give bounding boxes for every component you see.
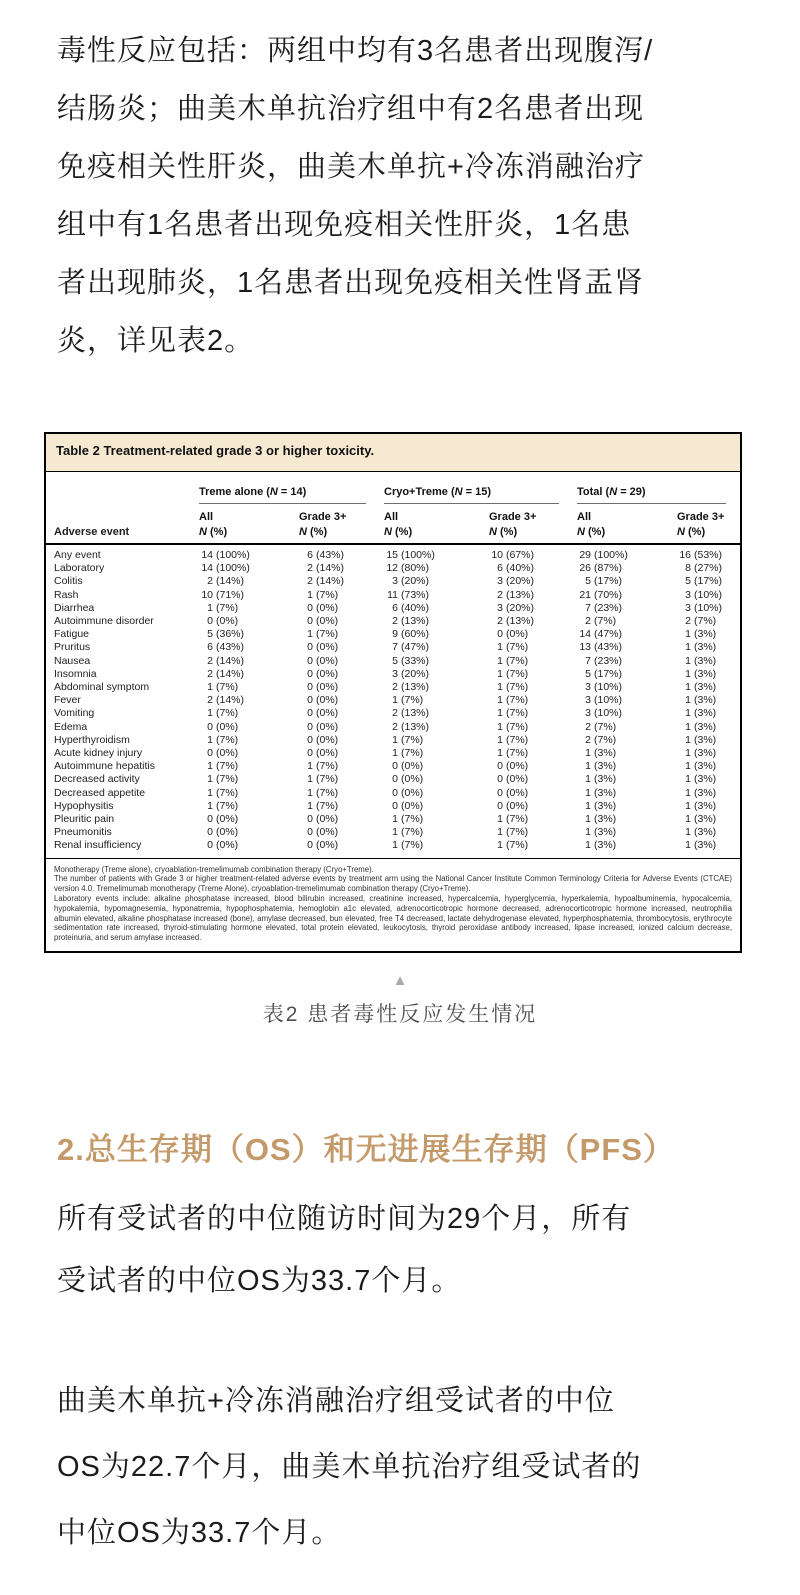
- table-body: [46, 545, 740, 859]
- table-cell: 2 (14%): [207, 667, 245, 680]
- table-cell: 6 (43%): [207, 641, 245, 654]
- table-cell: 1 (7%): [207, 681, 239, 694]
- table-cell: 16 (53%): [679, 549, 723, 561]
- table-cell: 1 (3%): [685, 839, 717, 852]
- table-row: [54, 813, 740, 826]
- table-cell: 2 (7%): [585, 733, 617, 746]
- table-cell: 1 (3%): [685, 681, 717, 694]
- table-cell: 2 (7%): [585, 615, 617, 628]
- table-cell: 1 (3%): [685, 733, 717, 746]
- table-cell: 0 (0%): [497, 773, 529, 786]
- table-footnote: Monotherapy (Treme alone), cryoablation-tremelimumab combination therapy (Cryo+Treme).: [54, 864, 374, 874]
- table-cell: 0 (0%): [207, 813, 239, 826]
- table-row: [54, 747, 740, 760]
- table-cell: 1 (7%): [307, 628, 339, 641]
- table-cell: 0 (0%): [307, 667, 339, 680]
- table-subcolumn-header: All N (%): [199, 511, 228, 538]
- table-row: [54, 668, 740, 681]
- table-cell: 0 (0%): [497, 760, 529, 773]
- table-row: [54, 628, 740, 641]
- table-row: [54, 707, 740, 720]
- table-cell: 1 (7%): [497, 813, 529, 826]
- table-subcolumn-header: All N (%): [577, 511, 606, 538]
- table-cell: 0 (0%): [497, 799, 529, 812]
- table-cell: 0 (0%): [392, 799, 424, 812]
- adverse-event-label: Autoimmune disorder: [54, 615, 154, 628]
- adverse-event-label: Pneumonitis: [54, 826, 112, 839]
- table-cell: 3 (10%): [585, 681, 623, 694]
- table-cell: 0 (0%): [307, 720, 339, 733]
- table-cell: 3 (10%): [685, 601, 723, 614]
- adverse-event-label: Fever: [54, 694, 81, 707]
- table-cell: 7 (47%): [392, 641, 430, 654]
- table-cell: 7 (23%): [585, 601, 623, 614]
- adverse-event-label: Pleuritic pain: [54, 813, 115, 826]
- table-cell: 14 (47%): [579, 628, 623, 641]
- table-cell: 1 (3%): [685, 826, 717, 839]
- table-header: [46, 472, 740, 545]
- intro-paragraph: 毒性反应包括：两组中均有3名患者出现腹泻/ 结肠炎；曲美木单抗治疗组中有2名患者出现 免疫相关性肝炎，曲美木单抗+冷冻消融治疗 组中有1名患者出现免疫相关性肝炎，1名患 者出现肺炎，1名患者出现免疫相关性肾盂肾 炎，详见表2。: [57, 35, 654, 357]
- table-cell: 1 (7%): [497, 681, 529, 694]
- adverse-event-label: Rash: [54, 588, 79, 601]
- table-cell: 2 (13%): [392, 681, 430, 694]
- table-cell: 2 (14%): [307, 575, 345, 588]
- table-cell: 0 (0%): [307, 694, 339, 707]
- table-row: [54, 760, 740, 773]
- table-cell: 1 (7%): [497, 720, 529, 733]
- table-cell: 0 (0%): [392, 760, 424, 773]
- table-cell: 1 (7%): [497, 839, 529, 852]
- table-cell: 1 (7%): [392, 839, 424, 852]
- table-2-figure: [44, 432, 742, 953]
- table-cell: 2 (13%): [497, 588, 535, 601]
- adverse-event-label: Hypophysitis: [54, 799, 114, 812]
- table-cell: 1 (7%): [497, 654, 529, 667]
- table-row: [54, 549, 740, 562]
- table-cell: 1 (7%): [207, 733, 239, 746]
- table-cell: 1 (3%): [585, 839, 617, 852]
- table-title: Table 2 Treatment-related grade 3 or higher toxicity.: [46, 434, 740, 472]
- table-cell: 1 (3%): [585, 747, 617, 760]
- adverse-event-label: Fatigue: [54, 628, 90, 641]
- table-row: [54, 721, 740, 734]
- table-cell: 0 (0%): [307, 654, 339, 667]
- table-column-group: Treme alone (N = 14): [199, 486, 366, 504]
- table-cell: 0 (0%): [307, 601, 339, 614]
- table-cell: 1 (3%): [685, 799, 717, 812]
- table-cell: 0 (0%): [497, 628, 529, 641]
- table-cell: 1 (3%): [585, 773, 617, 786]
- table-cell: 13 (43%): [579, 641, 623, 654]
- adverse-event-label: Renal insufficiency: [54, 839, 142, 852]
- table-footnote: Laboratory events include: alkaline phosphatase increased, blood bilirubin increased, creatinine increased, hypercalcemia, hyperglycemia, hyperkalemia, hypoalbuminemia, hypocalcemia, hypokalemia, hypomagnesemia, hyponatremia, hypophosphatemia, hemoglobin a1c elevated, adrenocorticotropic hormone decreased, adrenocorticotropic hormone increased, neutrophilia albumin elevated, alkaline phosphatase increased (bone), amylase decreased, bun elevated, free T4 decreased, lactate dehydrogenase elevated, hyperphosphatemia, thrombocytosis, erythrocyte sedimentation rate increased, thyroid-stimulating hormone elevated, total protein elevated, leukocytosis, thyroid peroxidase antibody increased, lipase increased, ionized calcium decrease, proteinuria, and serum amylase increased.: [54, 894, 732, 943]
- table-cell: 2 (14%): [207, 575, 245, 588]
- adverse-event-label: Insomnia: [54, 667, 97, 680]
- table-cell: 2 (13%): [392, 707, 430, 720]
- table-cell: 1 (7%): [497, 667, 529, 680]
- table-cell: 1 (7%): [392, 694, 424, 707]
- table-cell: 1 (3%): [685, 747, 717, 760]
- table-subheader-row: [54, 510, 740, 543]
- table-cell: 1 (3%): [585, 760, 617, 773]
- table-row: [54, 773, 740, 786]
- table-cell: 2 (13%): [392, 615, 430, 628]
- table-cell: 10 (71%): [201, 588, 245, 601]
- table-cell: 1 (7%): [307, 799, 339, 812]
- table-cell: 10 (67%): [491, 549, 535, 561]
- table-cell: 1 (7%): [497, 747, 529, 760]
- table-cell: 3 (10%): [585, 694, 623, 707]
- table-cell: 1 (3%): [685, 773, 717, 786]
- adverse-event-label: Acute kidney injury: [54, 747, 143, 760]
- table-cell: 1 (7%): [307, 588, 339, 601]
- table-cell: 3 (20%): [392, 667, 430, 680]
- adverse-event-label: Abdominal symptom: [54, 681, 150, 694]
- table-cell: 5 (33%): [392, 654, 430, 667]
- table-cell: 6 (40%): [497, 562, 535, 575]
- table-cell: 0 (0%): [307, 641, 339, 654]
- adverse-event-label: Colitis: [54, 575, 83, 588]
- table-cell: 21 (70%): [579, 588, 623, 601]
- table-cell: 1 (7%): [207, 760, 239, 773]
- table-cell: 9 (60%): [392, 628, 430, 641]
- table-cell: 1 (7%): [392, 747, 424, 760]
- table-row: [54, 734, 740, 747]
- table-cell: 3 (20%): [497, 601, 535, 614]
- table-cell: 1 (3%): [685, 707, 717, 720]
- adverse-event-label: Autoimmune hepatitis: [54, 760, 155, 773]
- table-cell: 5 (17%): [585, 575, 623, 588]
- table-cell: 6 (40%): [392, 601, 430, 614]
- adverse-event-label: Nausea: [54, 654, 91, 667]
- table-cell: 0 (0%): [307, 826, 339, 839]
- table-cell: 1 (7%): [207, 786, 239, 799]
- table-row: [54, 589, 740, 602]
- table-cell: 12 (80%): [386, 562, 430, 575]
- table-cell: 1 (7%): [497, 641, 529, 654]
- table-cell: 2 (7%): [685, 615, 717, 628]
- table-cell: 11 (73%): [387, 588, 430, 601]
- table-cell: 0 (0%): [307, 813, 339, 826]
- table-cell: 1 (3%): [685, 720, 717, 733]
- table-cell: 1 (3%): [585, 826, 617, 839]
- table-row: [54, 655, 740, 668]
- table-cell: 1 (3%): [685, 641, 717, 654]
- table-cell: 1 (3%): [585, 813, 617, 826]
- table-cell: 1 (7%): [307, 786, 339, 799]
- table-subcolumn-header: Grade 3+ N (%): [489, 511, 537, 538]
- adverse-event-label: Diarrhea: [54, 601, 95, 614]
- adverse-event-label: Decreased activity: [54, 773, 140, 786]
- adverse-event-label: Hyperthyroidism: [54, 733, 130, 746]
- adverse-event-label: Vomiting: [54, 707, 95, 720]
- adverse-event-column-header: Adverse event: [54, 526, 130, 538]
- table-cell: 8 (27%): [685, 562, 723, 575]
- table-cell: 0 (0%): [497, 786, 529, 799]
- table-cell: 1 (7%): [207, 799, 239, 812]
- table-cell: 1 (3%): [685, 786, 717, 799]
- os-by-arm-paragraph: 曲美木单抗+冷冻消融治疗组受试者的中位 OS为22.7个月，曲美木单抗治疗组受试者的 中位OS为33.7个月。: [57, 1385, 642, 1550]
- table-cell: 6 (43%): [307, 549, 345, 561]
- table-cell: 0 (0%): [307, 733, 339, 746]
- table-cell: 1 (7%): [497, 826, 529, 839]
- table-row: [54, 575, 740, 588]
- table-row: [54, 562, 740, 575]
- table-row: [54, 800, 740, 813]
- table-cell: 1 (3%): [585, 786, 617, 799]
- table-cell: 1 (3%): [685, 628, 717, 641]
- table-cell: 0 (0%): [207, 839, 239, 852]
- table-column-group: Cryo+Treme (N = 15): [384, 486, 559, 504]
- adverse-event-label: Any event: [54, 549, 101, 561]
- table-cell: 3 (10%): [585, 707, 623, 720]
- table-cell: 3 (10%): [685, 588, 723, 601]
- table-caption: 表2 患者毒性反应发生情况: [262, 1003, 538, 1027]
- adverse-event-label: Edema: [54, 720, 88, 733]
- table-cell: 3 (20%): [392, 575, 430, 588]
- table-cell: 0 (0%): [392, 773, 424, 786]
- table-cell: 1 (7%): [497, 694, 529, 707]
- adverse-event-label: Laboratory: [54, 562, 105, 575]
- table-cell: 5 (36%): [207, 628, 245, 641]
- table-row: [54, 615, 740, 628]
- table-cell: 0 (0%): [392, 786, 424, 799]
- adverse-event-label: Decreased appetite: [54, 786, 146, 799]
- table-row: [54, 641, 740, 654]
- table-cell: 2 (14%): [307, 562, 345, 575]
- table-cell: 1 (7%): [307, 760, 339, 773]
- table-cell: 15 (100%): [386, 549, 435, 561]
- table-cell: 14 (100%): [201, 549, 250, 561]
- table-cell: 1 (7%): [497, 733, 529, 746]
- table-cell: 1 (3%): [685, 667, 717, 680]
- table-cell: 26 (87%): [579, 562, 623, 575]
- table-cell: 1 (3%): [685, 694, 717, 707]
- table-group-row: [54, 486, 740, 504]
- table-cell: 1 (7%): [307, 773, 339, 786]
- table-cell: 0 (0%): [307, 615, 339, 628]
- table-cell: 1 (7%): [207, 773, 239, 786]
- table-row: [54, 602, 740, 615]
- table-cell: 1 (7%): [392, 813, 424, 826]
- table-row: [54, 694, 740, 707]
- table-cell: 1 (7%): [392, 733, 424, 746]
- table-cell: 0 (0%): [207, 826, 239, 839]
- table-cell: 7 (23%): [585, 654, 623, 667]
- table-row: [54, 787, 740, 800]
- arrow-up-icon: ▲: [392, 972, 408, 990]
- table-cell: 1 (7%): [497, 707, 529, 720]
- table-cell: 0 (0%): [307, 707, 339, 720]
- table-cell: 2 (13%): [497, 615, 535, 628]
- table-cell: 5 (17%): [685, 575, 723, 588]
- table-cell: 2 (13%): [392, 720, 430, 733]
- table-cell: 0 (0%): [307, 681, 339, 694]
- table-cell: 1 (3%): [585, 799, 617, 812]
- os-followup-paragraph: 所有受试者的中位随访时间为29个月，所有 受试者的中位OS为33.7个月。: [57, 1203, 632, 1298]
- adverse-event-label: Pruritus: [54, 641, 91, 654]
- table-cell: 5 (17%): [585, 667, 623, 680]
- table-cell: 1 (3%): [685, 813, 717, 826]
- table-subcolumn-header: Grade 3+ N (%): [677, 511, 725, 538]
- table-cell: 1 (7%): [207, 601, 239, 614]
- table-footnotes: [46, 859, 740, 951]
- table-cell: 0 (0%): [207, 747, 239, 760]
- table-row: [54, 681, 740, 694]
- table-footnote: The number of patients with Grade 3 or higher treatment-related adverse events by treatment arm using the National Cancer Institute Common Terminology Criteria for Adverse Events (CTCAE) version 4.0. Tremelimumab monotherapy (Treme Alone), cryoablation-tremelimumab combination therapy (Cryo+Treme).: [54, 874, 732, 894]
- table-cell: 1 (7%): [207, 707, 239, 720]
- table-cell: 0 (0%): [307, 839, 339, 852]
- table-cell: 2 (14%): [207, 694, 245, 707]
- table-subcolumn-header: Grade 3+ N (%): [299, 511, 347, 538]
- table-cell: 1 (3%): [685, 760, 717, 773]
- table-cell: 0 (0%): [207, 720, 239, 733]
- table-row: [54, 839, 740, 852]
- table-row: [54, 826, 740, 839]
- table-cell: 29 (100%): [579, 549, 628, 561]
- table-cell: 0 (0%): [207, 615, 239, 628]
- table-column-group: Total (N = 29): [577, 486, 726, 504]
- table-cell: 0 (0%): [307, 747, 339, 760]
- table-cell: 1 (7%): [392, 826, 424, 839]
- table-cell: 2 (7%): [585, 720, 617, 733]
- table-cell: 1 (3%): [685, 654, 717, 667]
- table-cell: 14 (100%): [201, 562, 250, 575]
- table-subcolumn-header: All N (%): [384, 511, 413, 538]
- section-heading-os-pfs: 2.总生存期（OS）和无进展生存期（PFS）: [57, 1132, 675, 1168]
- table-cell: 2 (14%): [207, 654, 245, 667]
- table-cell: 3 (20%): [497, 575, 535, 588]
